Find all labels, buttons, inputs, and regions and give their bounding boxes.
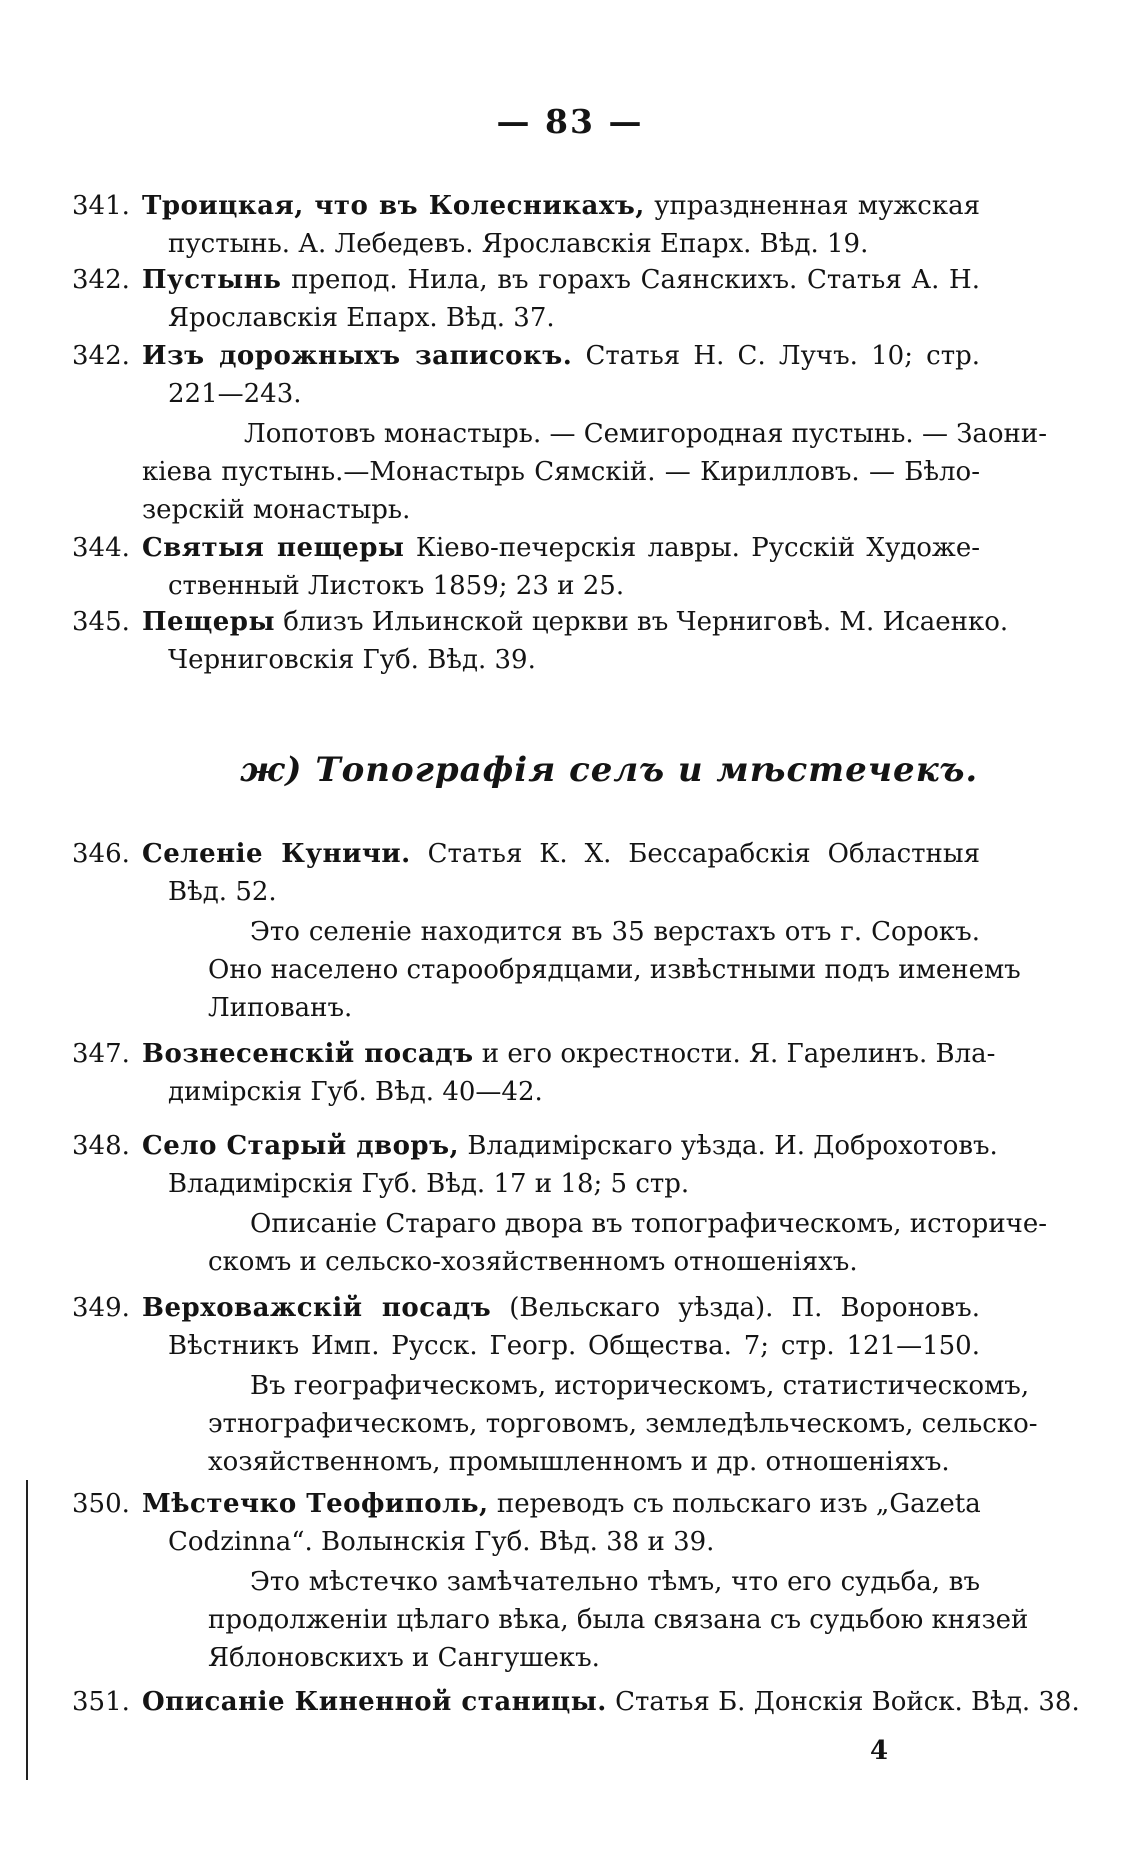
entry-title: Пустынь bbox=[142, 265, 282, 295]
entry-note-line: этнографическомъ, торговомъ, земледѣльческомъ, сельско- bbox=[208, 1409, 1038, 1439]
entry-note-line: кіева пустынь.—Монастырь Сямскій. — Кирилловъ. — Бѣло- bbox=[142, 457, 980, 487]
page-number: — 83 — bbox=[496, 102, 644, 141]
entry-line-1 bbox=[142, 530, 980, 566]
entry-text: Статья К. Х. Бессарабскія Областныя bbox=[410, 839, 980, 869]
entry-note-line: Липованъ. bbox=[208, 993, 353, 1023]
entry-text: и его окрестности. Я. Гарелинъ. Вла- bbox=[473, 1039, 996, 1069]
entry-line-1 bbox=[142, 262, 980, 298]
entry-number: 347. bbox=[72, 1039, 130, 1069]
entry-number: 345. bbox=[72, 607, 130, 637]
entry-title: Изъ дорожныхъ записокъ. bbox=[142, 341, 573, 371]
entry-number: 342. bbox=[72, 341, 130, 371]
entry-text: Владимірскаго уѣзда. И. Доброхотовъ. bbox=[459, 1131, 998, 1161]
entry-line-2: Владимірскія Губ. Вѣд. 17 и 18; 5 стр. bbox=[168, 1169, 690, 1199]
entry-title: Описаніе Киненной станицы. bbox=[142, 1687, 607, 1717]
entry-text: препод. Нила, въ горахъ Саянскихъ. Статья А. Н. bbox=[281, 265, 980, 295]
entry-note-line: Описаніе Стараго двора въ топографическомъ, историче- bbox=[250, 1209, 1048, 1239]
entry-line-1 bbox=[142, 1486, 980, 1522]
entry-note-line: Оно населено старообрядцами, извѣстными подъ именемъ bbox=[208, 955, 1021, 985]
entry-line-2: ственный Листокъ 1859; 23 и 25. bbox=[168, 571, 625, 601]
printer-signature-mark: 4 bbox=[870, 1736, 889, 1766]
entry-line-2: пустынь. А. Лебедевъ. Ярославскія Епарх. Вѣд. 19. bbox=[168, 229, 869, 259]
entry-note-line: продолженіи цѣлаго вѣка, была связана съ судьбою князей bbox=[208, 1605, 1029, 1635]
entry-line-2: Codzinna“. Волынскія Губ. Вѣд. 38 и 39. bbox=[168, 1527, 715, 1557]
entry-number: 344. bbox=[72, 533, 130, 563]
entry-line-2: Вѣд. 52. bbox=[168, 877, 277, 907]
entry-number: 351. bbox=[72, 1687, 130, 1717]
entry-title: Селеніе Куничи. bbox=[142, 839, 411, 869]
entry-note-line: Въ географическомъ, историческомъ, статистическомъ, bbox=[250, 1371, 1030, 1401]
entry-title: Вознесенскій посадъ bbox=[142, 1039, 474, 1069]
entry-text: переводъ съ польскаго изъ „Gazeta bbox=[488, 1489, 981, 1519]
entry-text: близъ Ильинской церкви въ Черниговѣ. М. Исаенко. bbox=[275, 607, 1009, 637]
entry-line-2: Ярославскія Епарх. Вѣд. 37. bbox=[168, 303, 555, 333]
entry-text: упраздненная мужская bbox=[644, 191, 980, 221]
entry-title: Троицкая, что въ Колесникахъ, bbox=[142, 191, 645, 221]
entry-note-line: зерскій монастырь. bbox=[142, 495, 411, 525]
entry-text: (Вельскаго уѣзда). П. Вороновъ. bbox=[491, 1293, 980, 1323]
entry-number: 350. bbox=[72, 1489, 130, 1519]
entry-text: Статья Н. С. Лучъ. 10; стр. bbox=[572, 341, 981, 371]
entry-number: 341. bbox=[72, 191, 130, 221]
entry-text: Статья Б. Донскія Войск. Вѣд. 38. bbox=[606, 1687, 1080, 1717]
entry-line-2: димірскія Губ. Вѣд. 40—42. bbox=[168, 1077, 543, 1107]
entry-line-2: Черниговскія Губ. Вѣд. 39. bbox=[168, 645, 536, 675]
entry-text: Кіево-печерскія лавры. Русскій Художе- bbox=[404, 533, 980, 563]
entry-note-line: Это мѣстечко замѣчательно тѣмъ, что его судьба, въ bbox=[250, 1567, 980, 1597]
entry-number: 348. bbox=[72, 1131, 130, 1161]
entry-line-2: 221—243. bbox=[168, 379, 302, 409]
entry-line-1 bbox=[142, 1036, 996, 1072]
scan-margin-line bbox=[26, 1480, 28, 1780]
entry-line-1 bbox=[142, 1128, 998, 1164]
entry-number: 349. bbox=[72, 1293, 130, 1323]
entry-title: Верховажскій посадъ bbox=[142, 1293, 492, 1323]
entry-note-line: Это селеніе находится въ 35 верстахъ отъ г. Сорокъ. bbox=[250, 917, 980, 947]
entry-title: Пещеры bbox=[142, 607, 276, 637]
entry-number: 346. bbox=[72, 839, 130, 869]
entry-line-1 bbox=[142, 836, 980, 872]
entry-line-2: Вѣстникъ Имп. Русск. Геогр. Общества. 7; стр. 121—150. bbox=[168, 1331, 980, 1361]
entry-line-1 bbox=[142, 338, 980, 374]
entry-title: Святыя пещеры bbox=[142, 533, 405, 563]
entry-line-1 bbox=[142, 1290, 980, 1326]
entry-line-1 bbox=[142, 188, 980, 224]
entry-title: Мѣстечко Теофиполь, bbox=[142, 1489, 489, 1519]
section-heading: ж) Топографія селъ и мѣстечекъ. bbox=[240, 750, 979, 790]
entry-line-1 bbox=[142, 1684, 1080, 1720]
entry-title: Село Старый дворъ, bbox=[142, 1131, 460, 1161]
entry-line-1 bbox=[142, 604, 1009, 640]
entry-note-line: скомъ и сельско-хозяйственномъ отношеніяхъ. bbox=[208, 1247, 858, 1277]
entry-note-line: хозяйственномъ, промышленномъ и др. отношеніяхъ. bbox=[208, 1447, 950, 1477]
entry-number: 342. bbox=[72, 265, 130, 295]
entry-note-line: Лопотовъ монастырь. — Семигородная пустынь. — Заони- bbox=[244, 419, 1048, 449]
entry-note-line: Яблоновскихъ и Сангушекъ. bbox=[208, 1643, 600, 1673]
